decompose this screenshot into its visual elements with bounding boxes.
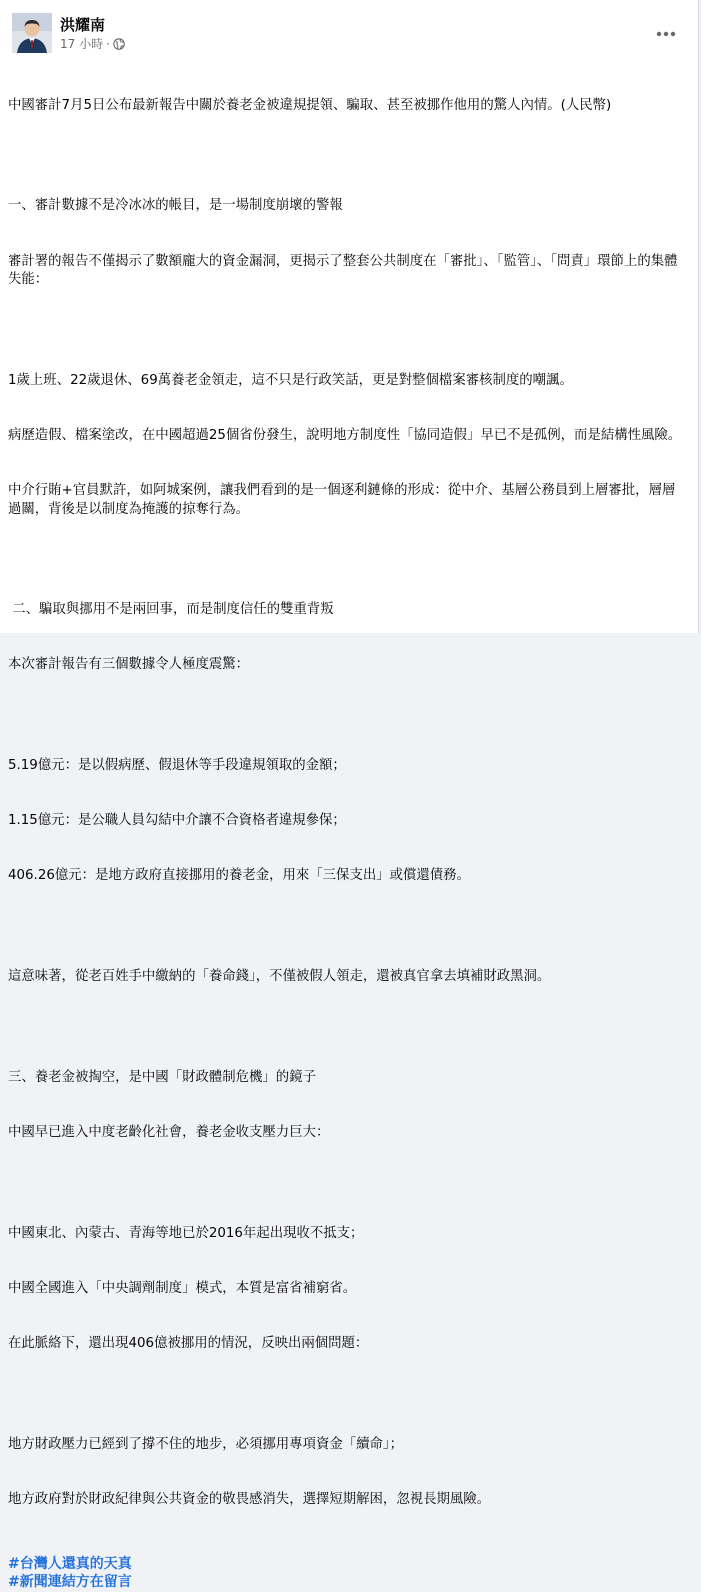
post-line: 在此脈絡下，還出現406億被挪用的情況，反映出兩個問題： [8,1335,369,1351]
post-meta [60,15,125,52]
post-paragraph [8,1032,688,1179]
post-line: 406.26億元：是地方政府直接挪用的養老金，用來「三保支出」或償還債務。 [8,868,470,884]
post-line: 中國全國進入「中央調劑制度」模式，本質是富省補窮省。 [8,1280,357,1296]
hashtag-list [8,1555,688,1592]
more-options-button[interactable] [648,16,684,52]
post-paragraph [8,335,688,556]
hashtag-link[interactable]: #新聞連結方在留言 [8,1574,132,1591]
post-line: 中國審計7月5日公布最新報告中關於養老金被違規提領、騙取、甚至被挪作他用的驚人內情。(人民幣) [8,97,612,113]
post-paragraph [8,161,688,327]
post-subline [60,36,125,52]
post-line: 審計署的報告不僅揭示了數額龐大的資金漏洞，更揭示了整套公共制度在「審批」、「監管」、「問責」環節上的集體失能： [8,253,678,288]
post-header [12,12,125,54]
post-paragraph [8,60,688,152]
post-line: 一、審計數據不是冷冰冰的帳目，是一場制度崩壞的警報 [8,198,343,214]
post-paragraph [8,931,688,1023]
author-avatar[interactable] [12,13,52,53]
post-line: 1.15億元：是公職人員勾結中介讓不合資格者違規參保； [8,813,346,829]
post-body [8,60,688,1592]
post-line: 中介行賄+官員默許，如阿城案例，讓我們看到的是一個逐利鏈條的形成：從中介、基層公務員到上層審批，層層過關，背後是以制度為掩護的掠奪行為。 [8,483,676,517]
post-line: 這意味著，從老百姓手中繳納的「養命錢」，不僅被假人領走，還被真官拿去填補財政黑洞。 [8,969,551,985]
post-line: 本次審計報告有三個數據令人極度震驚： [8,657,250,673]
author-name[interactable]: 洪耀南 [60,15,106,34]
meta-separator: · [106,36,110,51]
post-line: 1歲上班、22歲退休、69萬養老金領走，這不只是行政笑話，更是對整個檔案審核制度的嘲諷。 [8,372,573,388]
post-paragraph [8,1399,688,1546]
post-paragraph [8,564,688,711]
post-line: 病歷造假、檔案塗改，在中國超過25個省份發生，說明地方制度性「協同造假」早已不是孤例，而是結構性風險。 [8,427,682,443]
post-paragraph [8,1188,688,1390]
post-line: 二、騙取與挪用不是兩回事，而是制度信任的雙重背叛 [8,602,334,618]
hashtag-link[interactable]: #台灣人還真的天真 [8,1555,132,1572]
post-line: 中國東北、內蒙古、青海等地已於2016年起出現收不抵支； [8,1225,364,1241]
post-line: 地方財政壓力已經到了撐不住的地步，必須挪用專項資金「續命」； [8,1436,404,1452]
post-timestamp[interactable]: 17 小時 [60,36,104,51]
post-line: 地方政府對於財政紀律與公共資金的敬畏感消失，選擇短期解困，忽視長期風險。 [8,1491,491,1507]
globe-icon [113,38,125,50]
post-line: 三、養老金被掏空，是中國「財政體制危機」的鏡子 [8,1069,316,1085]
post-line: 5.19億元：是以假病歷、假退休等手段違規領取的金額； [8,758,346,773]
more-horizontal-icon [656,31,676,37]
post-paragraph [8,720,688,922]
post-line: 中國早已進入中度老齡化社會，養老金收支壓力巨大： [8,1124,330,1140]
